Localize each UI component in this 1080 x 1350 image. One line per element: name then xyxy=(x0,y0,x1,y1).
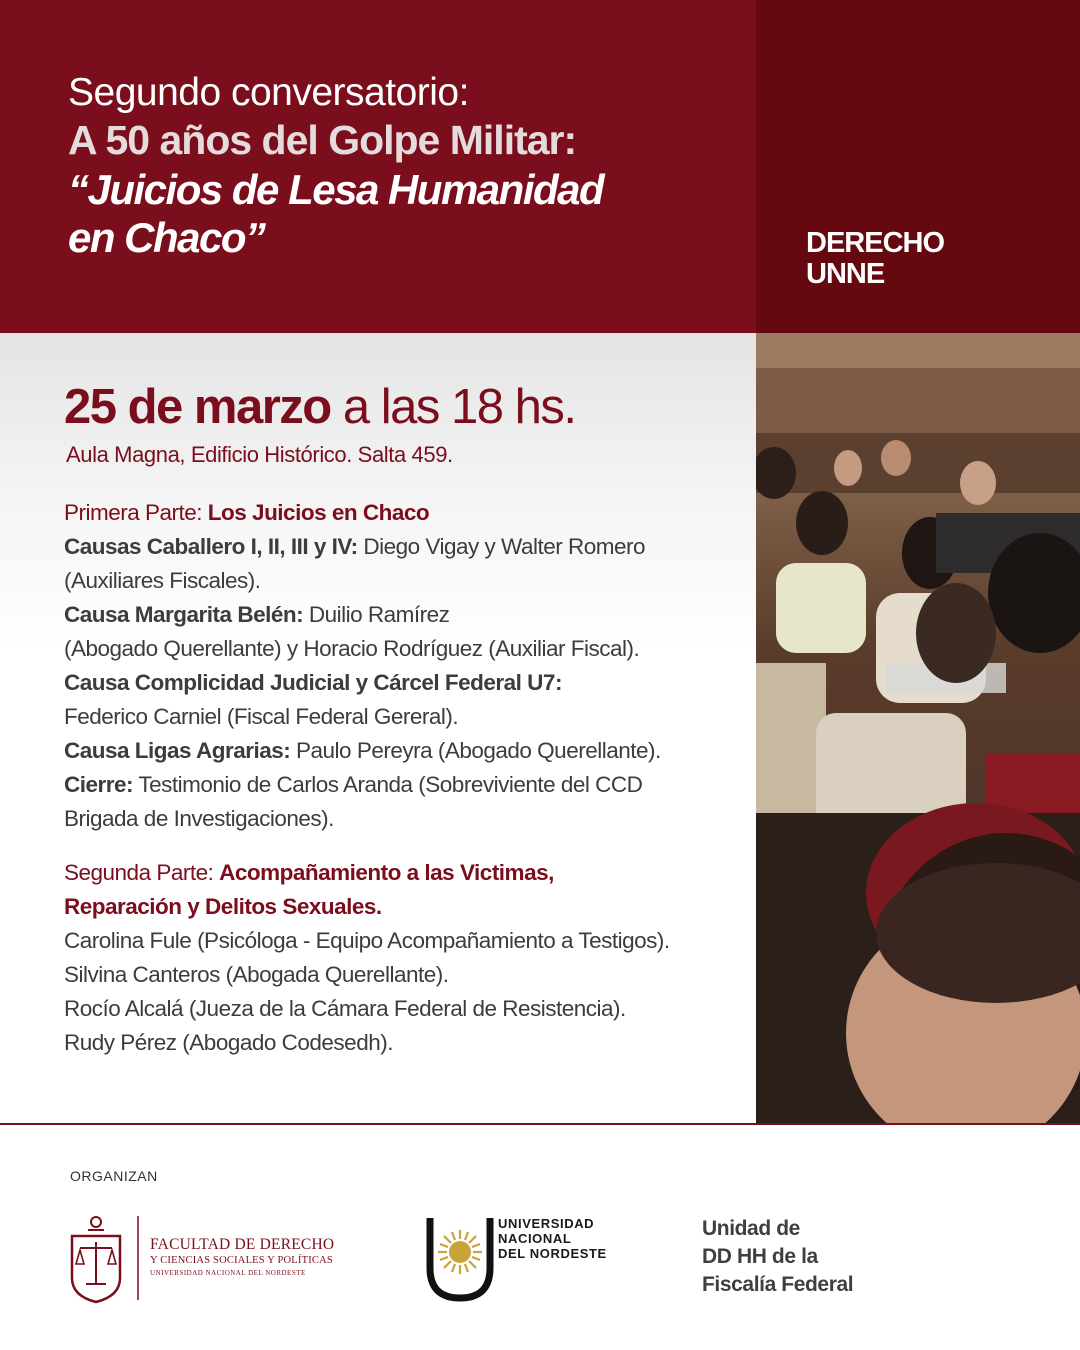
title-line-4: en Chaco” xyxy=(68,214,265,261)
title-line-1: Segundo conversatorio: xyxy=(68,71,469,114)
item-bold: Causas Caballero I, II, III y IV: xyxy=(64,534,358,559)
audience-photo-illustration xyxy=(756,333,1080,1123)
footer-divider xyxy=(0,1123,1080,1125)
part2-title-line-1: Acompañamiento a las Victimas, xyxy=(219,860,554,885)
title-line-3: “Juicios de Lesa Humanidad xyxy=(68,166,604,213)
list-item xyxy=(64,700,754,734)
audience-photo xyxy=(756,333,1080,1123)
part2-label: Segunda Parte: xyxy=(64,860,220,885)
unne-line-1: UNIVERSIDAD xyxy=(498,1216,595,1231)
item-bold: Causa Ligas Agrarias: xyxy=(64,738,291,763)
facultad-line-3: UNIVERSIDAD NACIONAL DEL NORDESTE xyxy=(150,1269,306,1277)
date-time: a las 18 hs. xyxy=(330,380,576,434)
list-item: Silvina Canteros (Abogada Querellante). xyxy=(64,962,449,987)
unidad-line-3: Fiscalía Federal xyxy=(702,1273,854,1296)
list-item xyxy=(64,530,754,564)
list-item xyxy=(64,768,754,802)
event-date xyxy=(64,378,575,436)
brand-line-1: DERECHO xyxy=(806,227,945,259)
item-bold: Causa Margarita Belén: xyxy=(64,602,304,627)
list-item xyxy=(64,802,754,836)
organizers-label: ORGANIZAN xyxy=(70,1168,158,1184)
list-item: Rocío Alcalá (Jueza de la Cámara Federal de Resistencia). xyxy=(64,996,626,1021)
list-item: Rudy Pérez (Abogado Codesedh). xyxy=(64,1030,393,1055)
date-bold: 25 de marzo xyxy=(64,380,331,434)
facultad-line-2: Y CIENCIAS SOCIALES Y POLÍTICAS xyxy=(150,1255,333,1266)
list-item xyxy=(64,734,754,768)
facultad-text xyxy=(150,1236,334,1277)
part1-label: Primera Parte: xyxy=(64,500,208,525)
item-bold: Cierre: xyxy=(64,772,134,797)
facultad-line-1: FACULTAD DE DERECHO xyxy=(150,1236,335,1253)
part2-title-line-2: Reparación y Delitos Sexuales. xyxy=(64,894,382,919)
item-text: Federico Carniel (Fiscal Federal Gereral). xyxy=(64,704,459,729)
scales-of-justice-icon xyxy=(68,1212,140,1304)
section-gap xyxy=(64,836,754,856)
item-text: Paulo Pereyra (Abogado Querellante). xyxy=(290,738,661,763)
event-title xyxy=(68,70,748,262)
item-text: Testimonio de Carlos Aranda (Sobreviviente del CCD xyxy=(133,772,643,797)
event-venue: Aula Magna, Edificio Histórico. Salta 459. xyxy=(66,442,453,467)
item-text: Diego Vigay y Walter Romero xyxy=(357,534,645,559)
program-list xyxy=(64,496,754,1060)
list-item: Carolina Fule (Psicóloga - Equipo Acompañamiento a Testigos). xyxy=(64,928,670,953)
unne-line-3: DEL NORDESTE xyxy=(498,1246,607,1261)
title-line-2: A 50 años del Golpe Militar: xyxy=(68,117,577,163)
unne-sun-icon xyxy=(424,1212,496,1304)
item-text: (Abogado Querellante) y Horacio Rodríguez (Auxiliar Fiscal). xyxy=(64,636,640,661)
list-item xyxy=(64,666,754,700)
facultad-derecho-logo xyxy=(68,1212,368,1304)
part2-heading xyxy=(64,856,754,890)
unidad-line-2: DD HH de la xyxy=(702,1245,818,1268)
unne-line-2: NACIONAL xyxy=(498,1231,572,1246)
derecho-unne-brand xyxy=(806,228,944,290)
list-item xyxy=(64,598,754,632)
item-text: Duilio Ramírez xyxy=(303,602,450,627)
item-bold: Causa Complicidad Judicial y Cárcel Federal U7: xyxy=(64,670,562,695)
part1-heading xyxy=(64,496,754,530)
list-item xyxy=(64,632,754,666)
unne-text xyxy=(498,1216,607,1261)
unidad-line-1: Unidad de xyxy=(702,1217,800,1240)
item-text: (Auxiliares Fiscales). xyxy=(64,568,261,593)
list-item xyxy=(64,564,754,598)
brand-line-2: UNNE xyxy=(806,258,885,290)
unidad-ddhh-logo xyxy=(702,1215,853,1299)
part1-title: Los Juicios en Chaco xyxy=(207,500,430,525)
item-text: Brigada de Investigaciones). xyxy=(64,806,334,831)
unne-logo xyxy=(424,1212,664,1304)
